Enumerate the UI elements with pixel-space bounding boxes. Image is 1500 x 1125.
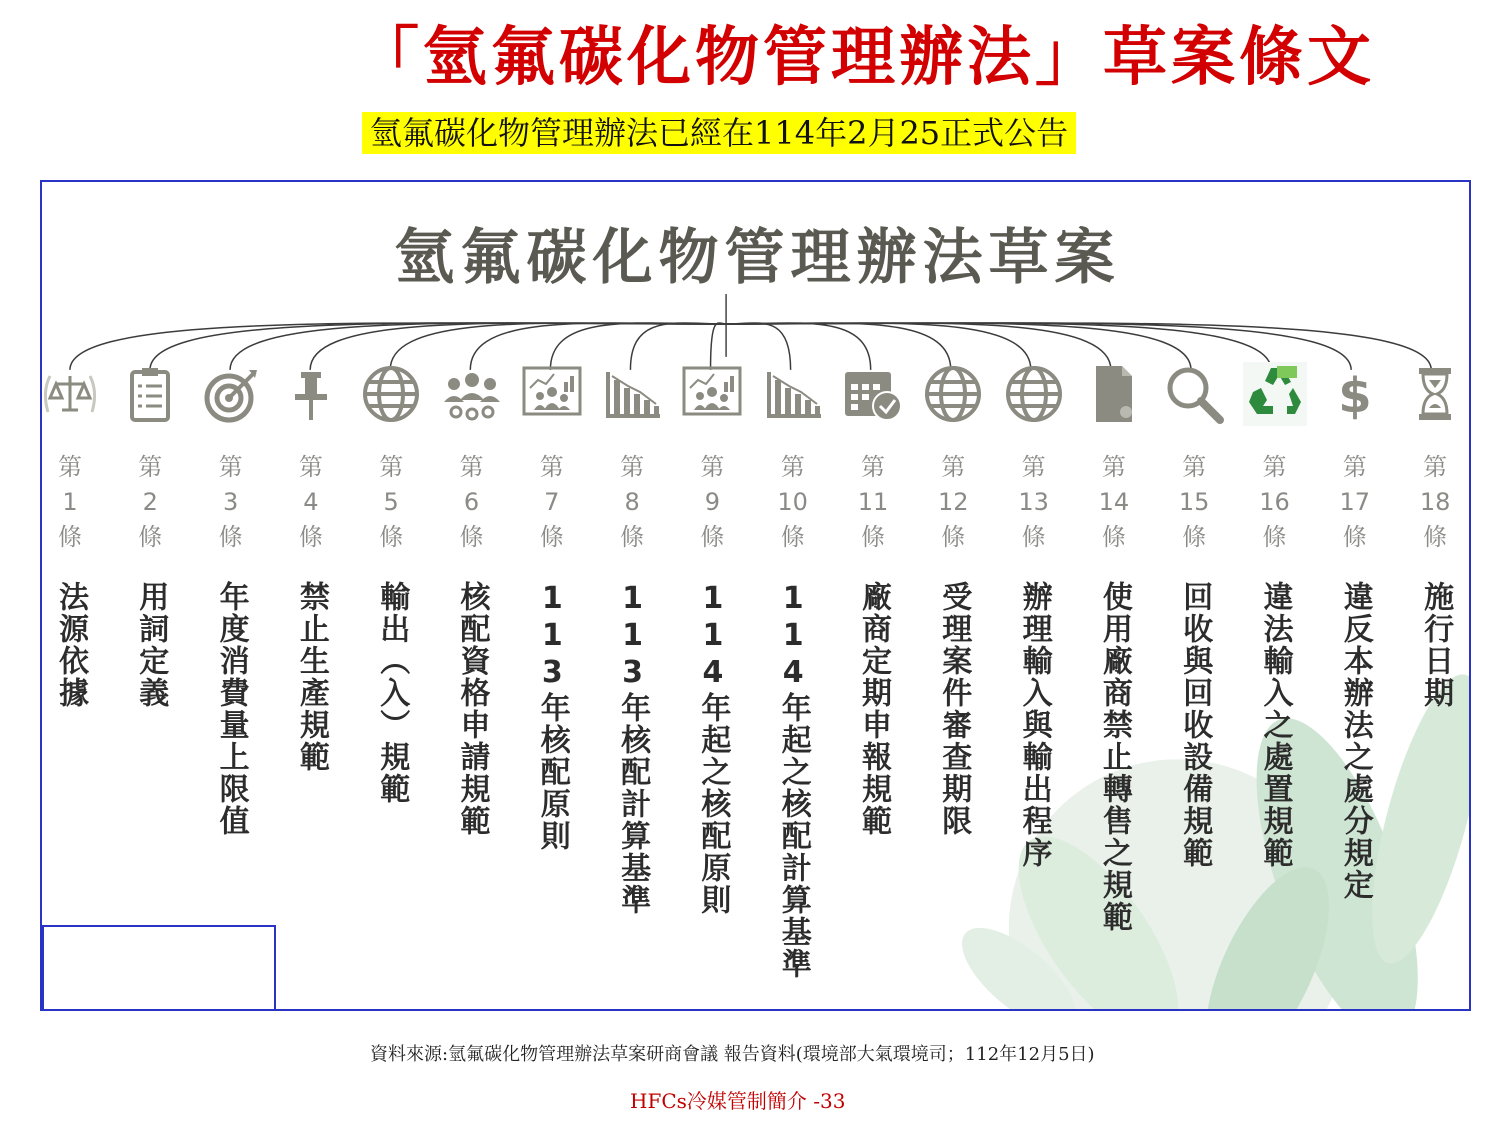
declining-chart-icon <box>600 362 664 426</box>
article-prefix: 第 <box>1182 453 1207 481</box>
article-suffix: 條 <box>861 523 885 551</box>
article-prefix: 第 <box>459 453 484 481</box>
document-icon <box>1082 362 1146 426</box>
article-prefix: 第 <box>1342 453 1367 481</box>
article-11 <box>833 362 913 837</box>
article-6 <box>432 362 512 837</box>
article-12 <box>913 362 993 837</box>
article-5 <box>351 362 431 805</box>
article-number <box>432 450 512 555</box>
article-13 <box>994 362 1074 869</box>
announcement-highlight: 氫氟碳化物管理辦法已經在114年2月25正式公告 <box>362 112 1076 154</box>
article-label: 受理案件審查期限 <box>936 581 972 837</box>
article-suffix: 條 <box>379 523 404 551</box>
article-suffix: 條 <box>1342 523 1367 551</box>
article-label: 114年起之核配計算基準 <box>775 581 811 980</box>
article-number <box>1395 450 1471 555</box>
article-number <box>1235 450 1315 555</box>
article-number <box>110 450 190 555</box>
article-4 <box>271 362 351 773</box>
article-num: 15 <box>1178 488 1210 516</box>
article-number <box>191 450 271 555</box>
article-suffix: 條 <box>780 523 805 551</box>
article-suffix: 條 <box>539 523 564 551</box>
article-label: 113年核配原則 <box>534 581 570 852</box>
article-num: 8 <box>624 488 640 516</box>
article-label: 使用廠商禁止轉售之規範 <box>1096 581 1132 933</box>
svg-text:$: $ <box>1338 368 1372 424</box>
article-number <box>40 450 110 555</box>
article-label: 114年起之核配原則 <box>695 581 731 916</box>
article-prefix: 第 <box>379 453 404 481</box>
article-suffix: 條 <box>138 523 163 551</box>
article-num: 4 <box>303 488 319 516</box>
article-prefix: 第 <box>780 453 805 481</box>
article-label: 輸出（入）規範 <box>374 581 410 805</box>
article-suffix: 條 <box>1423 523 1448 551</box>
article-label: 辦理輸入與輸出程序 <box>1016 581 1052 869</box>
article-num: 6 <box>463 488 480 516</box>
article-label: 施行日期 <box>1418 581 1454 709</box>
article-14 <box>1074 362 1154 933</box>
presentation-icon <box>680 362 744 426</box>
article-suffix: 條 <box>298 523 323 551</box>
article-num: 12 <box>938 488 969 516</box>
page-footer: HFCs冷媒管制簡介 -33 <box>630 1089 846 1113</box>
article-suffix: 條 <box>218 523 243 551</box>
article-number <box>271 450 351 555</box>
article-prefix: 第 <box>1101 453 1126 481</box>
article-prefix: 第 <box>861 453 885 481</box>
article-label: 廠商定期申報規範 <box>856 581 891 837</box>
article-prefix: 第 <box>218 453 243 481</box>
article-17 <box>1315 362 1395 901</box>
article-prefix: 第 <box>1262 453 1287 481</box>
article-num: 11 <box>857 488 889 516</box>
recycle-icon <box>1243 362 1307 426</box>
article-num: 2 <box>142 488 158 516</box>
article-10 <box>753 362 833 980</box>
article-number <box>592 450 672 555</box>
article-suffix: 條 <box>941 523 966 551</box>
article-label: 核配資格申請規範 <box>454 581 490 837</box>
article-7 <box>512 362 592 852</box>
blank-box <box>42 925 276 1011</box>
article-number <box>1154 450 1234 555</box>
article-suffix: 條 <box>1101 523 1126 551</box>
clipboard-icon <box>118 362 182 426</box>
article-number <box>913 450 993 555</box>
diagram-frame <box>40 180 1471 1011</box>
article-suffix: 條 <box>1021 523 1046 551</box>
article-num: 13 <box>1018 488 1049 516</box>
page-title: 「氫氟碳化物管理辦法」草案條文 <box>355 20 1375 95</box>
article-num: 7 <box>544 488 560 516</box>
article-label: 禁止生產規範 <box>293 581 329 773</box>
article-number <box>351 450 431 555</box>
article-num: 3 <box>222 488 239 516</box>
article-suffix: 條 <box>700 523 725 551</box>
article-suffix: 條 <box>1182 523 1207 551</box>
article-num: 5 <box>383 488 399 516</box>
calendar-check-icon <box>841 362 905 426</box>
article-prefix: 第 <box>620 453 645 481</box>
article-15 <box>1154 362 1234 869</box>
article-prefix: 第 <box>298 453 323 481</box>
dollar-icon <box>1323 362 1387 426</box>
diagram-heading: 氫氟碳化物管理辦法草案 <box>394 223 1121 293</box>
article-number <box>1315 450 1395 555</box>
article-1 <box>40 362 110 709</box>
article-label: 違反本辦法之處分規定 <box>1337 581 1373 901</box>
article-num: 10 <box>777 488 808 516</box>
article-prefix: 第 <box>138 453 163 481</box>
presentation-icon <box>520 362 584 426</box>
article-number <box>512 450 592 555</box>
article-label: 113年核配計算基準 <box>615 581 651 916</box>
article-num: 14 <box>1098 488 1130 516</box>
source-note: 資料來源:氫氟碳化物管理辦法草案研商會議 報告資料(環境部大氣環境司；112年12月5日) <box>370 1044 1095 1065</box>
article-number <box>1074 450 1154 555</box>
magnifier-icon <box>1162 362 1226 426</box>
article-num: 18 <box>1419 488 1451 516</box>
article-label: 法源依據 <box>53 581 88 709</box>
article-9 <box>672 362 752 916</box>
article-num: 17 <box>1339 488 1371 516</box>
declining-chart-icon <box>761 362 825 426</box>
people-gears-icon <box>440 362 504 426</box>
article-num: 1 <box>62 488 78 516</box>
article-suffix: 條 <box>1262 523 1287 551</box>
article-label: 用詞定義 <box>133 581 169 709</box>
article-suffix: 條 <box>459 523 484 551</box>
article-prefix: 第 <box>1021 453 1046 481</box>
article-prefix: 第 <box>58 453 82 481</box>
target-icon <box>199 362 263 426</box>
article-8 <box>592 362 672 916</box>
article-prefix: 第 <box>941 453 966 481</box>
article-num: 9 <box>704 488 721 516</box>
article-prefix: 第 <box>700 453 725 481</box>
article-prefix: 第 <box>539 453 564 481</box>
pushpin-icon <box>279 362 343 426</box>
article-suffix: 條 <box>58 523 82 551</box>
globe-icon <box>921 362 985 426</box>
article-3 <box>191 362 271 837</box>
article-number <box>833 450 913 555</box>
article-2 <box>110 362 190 709</box>
article-number <box>994 450 1074 555</box>
article-number <box>753 450 833 555</box>
hourglass-icon <box>1403 362 1467 426</box>
article-18 <box>1395 362 1471 709</box>
article-label: 違法輸入之處置規範 <box>1257 581 1293 869</box>
article-16 <box>1235 362 1315 869</box>
article-num: 16 <box>1259 488 1290 516</box>
scales-icon <box>40 362 102 426</box>
article-label: 回收與回收設備規範 <box>1177 581 1213 869</box>
article-suffix: 條 <box>620 523 645 551</box>
globe-icon <box>1002 362 1066 426</box>
article-label: 年度消費量上限值 <box>213 581 249 837</box>
article-prefix: 第 <box>1423 453 1448 481</box>
globe-icon <box>359 362 423 426</box>
article-number <box>672 450 752 555</box>
